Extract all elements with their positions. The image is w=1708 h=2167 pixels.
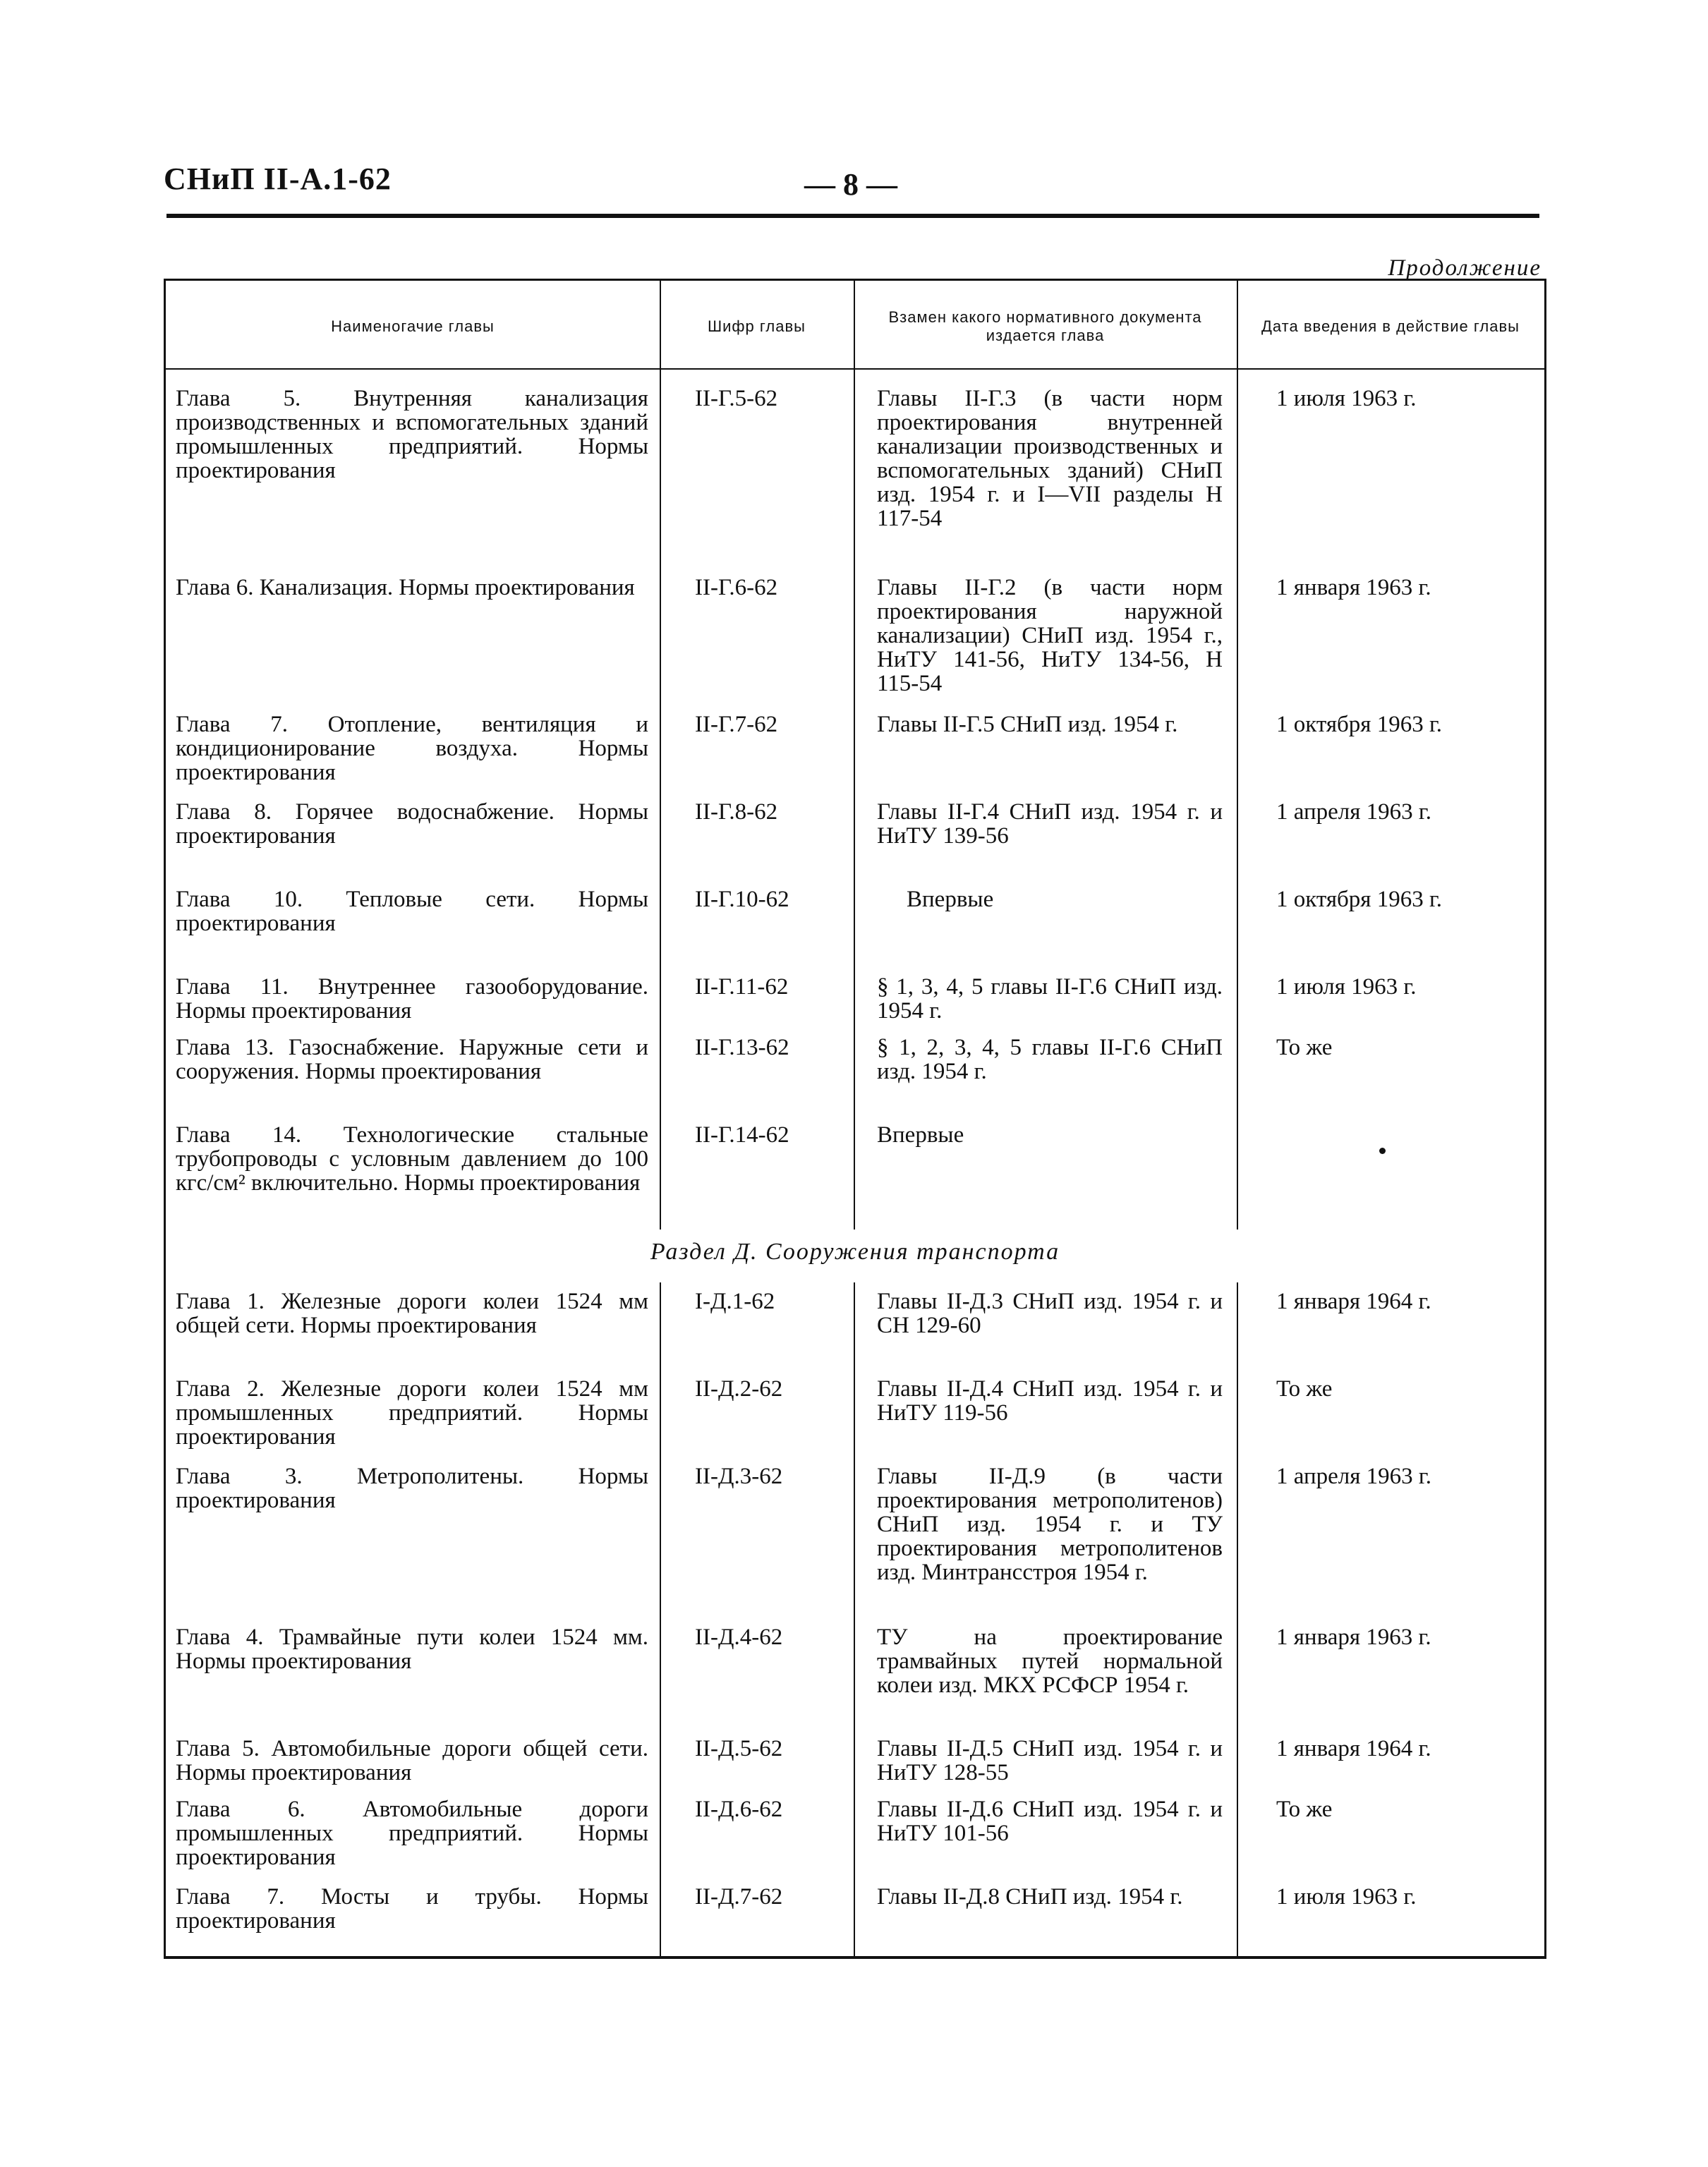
column-header-code: Шифр главы — [707, 317, 806, 335]
standards-table — [164, 279, 1546, 1959]
effective-date: 1 июля 1963 г. — [1276, 974, 1417, 1000]
column-rule — [854, 1282, 855, 1956]
column-rule — [660, 281, 661, 1230]
chapter-name: Глава 3. Метрополитены. Нормы проектирования — [176, 1464, 648, 1513]
chapter-name: Глава 7. Отопление, вентиляция и кондиционирование воздуха. Нормы проектирования — [176, 712, 648, 785]
effective-date: 1 января 1963 г. — [1276, 575, 1431, 600]
replaced-document: § 1, 3, 4, 5 главы II-Г.6 СНиП изд. 1954 г. — [877, 974, 1223, 1024]
column-rule — [660, 1282, 661, 1956]
chapter-name: Глава 1. Железные дороги колеи 1524 мм общей сети. Нормы проектирования — [176, 1289, 648, 1338]
column-rule — [1237, 1282, 1238, 1956]
effective-date: 1 июля 1963 г. — [1276, 386, 1417, 411]
effective-date: То же — [1276, 1797, 1333, 1822]
header-rule — [166, 368, 1544, 370]
effective-date: То же — [1276, 1376, 1333, 1402]
effective-date: 1 июля 1963 г. — [1276, 1884, 1417, 1910]
column-rule — [854, 281, 855, 1230]
column-header-date: Дата введения в действие главы — [1261, 317, 1520, 335]
replaced-document: Главы II-Д.5 СНиП изд. 1954 г. и НиТУ 128-55 — [877, 1736, 1223, 1785]
replaced-document: Главы II-Д.4 СНиП изд. 1954 г. и НиТУ 119-56 — [877, 1376, 1223, 1426]
effective-date: 1 апреля 1963 г. — [1276, 1464, 1431, 1489]
ditto-mark — [1379, 1148, 1386, 1154]
chapter-code: II-Г.11-62 — [695, 974, 789, 1000]
column-header-name: Наименогачие главы — [331, 317, 495, 335]
chapter-name: Глава 6. Канализация. Нормы проектирования — [176, 575, 635, 600]
chapter-code: II-Д.7-62 — [695, 1884, 783, 1910]
chapter-code: II-Г.7-62 — [695, 712, 778, 737]
replaced-document: § 1, 2, 3, 4, 5 главы II-Г.6 СНиП изд. 1954 г. — [877, 1035, 1223, 1084]
replaced-document: Главы II-Д.9 (в части проектирования метрополитенов) СНиП изд. 1954 г. и ТУ проектирования метрополитенов изд. Минтрансстроя 1954 г. — [877, 1464, 1223, 1585]
effective-date: То же — [1276, 1035, 1333, 1060]
effective-date: 1 апреля 1963 г. — [1276, 799, 1431, 825]
continuation-label: Продолжение — [1388, 255, 1542, 281]
replaced-document: Главы II-Г.5 СНиП изд. 1954 г. — [877, 712, 1178, 737]
effective-date: 1 января 1963 г. — [1276, 1625, 1431, 1650]
chapter-code: II-Д.5-62 — [695, 1736, 783, 1761]
replaced-document: Впервые — [877, 1122, 964, 1148]
chapter-name: Глава 7. Мосты и трубы. Нормы проектирования — [176, 1884, 648, 1934]
chapter-name: Глава 8. Горячее водоснабжение. Нормы проектирования — [176, 799, 648, 849]
page-number: — 8 — — [804, 167, 897, 202]
chapter-code: II-Г.14-62 — [695, 1122, 789, 1148]
chapter-name: Глава 2. Железные дороги колеи 1524 мм промышленных предприятий. Нормы проектирования — [176, 1376, 648, 1450]
replaced-document: Впервые — [907, 887, 994, 912]
chapter-name: Глава 11. Внутреннее газооборудование. Нормы проектирования — [176, 974, 648, 1024]
effective-date: 1 октября 1963 г. — [1276, 712, 1443, 737]
chapter-code: II-Г.5-62 — [695, 386, 778, 411]
chapter-code: I-Д.1-62 — [695, 1289, 775, 1314]
header-rule — [166, 214, 1539, 218]
section-title: Раздел Д. Сооружения транспорта — [650, 1239, 1060, 1265]
chapter-code: II-Г.10-62 — [695, 887, 789, 912]
effective-date: 1 января 1964 г. — [1276, 1736, 1431, 1761]
effective-date: 1 января 1964 г. — [1276, 1289, 1431, 1314]
column-header-replaces: Взамен какого нормативного документа издается глава — [888, 308, 1202, 344]
replaced-document: Главы II-Г.2 (в части норм проектирования наружной канализации) СНиП изд. 1954 г., НиТУ 141-56, НиТУ 134-56, Н 115-54 — [877, 575, 1223, 696]
chapter-code: II-Д.3-62 — [695, 1464, 783, 1489]
replaced-document: Главы II-Г.4 СНиП изд. 1954 г. и НиТУ 139-56 — [877, 799, 1223, 849]
chapter-name: Глава 5. Автомобильные дороги общей сети. Нормы проектирования — [176, 1736, 648, 1785]
chapter-code: II-Г.13-62 — [695, 1035, 789, 1060]
chapter-code: II-Д.6-62 — [695, 1797, 783, 1822]
replaced-document: Главы II-Д.6 СНиП изд. 1954 г. и НиТУ 101-56 — [877, 1797, 1223, 1846]
chapter-code: II-Д.4-62 — [695, 1625, 783, 1650]
chapter-name: Глава 6. Автомобильные дороги промышленных предприятий. Нормы проектирования — [176, 1797, 648, 1870]
chapter-name: Глава 10. Тепловые сети. Нормы проектирования — [176, 887, 648, 936]
document-code: СНиП II-А.1-62 — [164, 162, 392, 196]
chapter-name: Глава 5. Внутренняя канализация производственных и вспомогательных зданий промышленных предприятий. Нормы проектирования — [176, 386, 648, 483]
replaced-document: ТУ на проектирование трамвайных путей нормальной колеи изд. МКХ РСФСР 1954 г. — [877, 1625, 1223, 1698]
effective-date: 1 октября 1963 г. — [1276, 887, 1443, 912]
replaced-document: Главы II-Д.3 СНиП изд. 1954 г. и СН 129-60 — [877, 1289, 1223, 1338]
chapter-code: II-Д.2-62 — [695, 1376, 783, 1402]
chapter-name: Глава 4. Трамвайные пути колеи 1524 мм. Нормы проектирования — [176, 1625, 648, 1674]
column-rule — [1237, 281, 1238, 1230]
chapter-name: Глава 13. Газоснабжение. Наружные сети и сооружения. Нормы проектирования — [176, 1035, 648, 1084]
replaced-document: Главы II-Г.3 (в части норм проектирования внутренней канализации производственных и вспомогательных зданий) СНиП изд. 1954 г. и I—VII разделы Н 117-54 — [877, 386, 1223, 531]
chapter-name: Глава 14. Технологические стальные трубопроводы с условным давлением до 100 кгс/см² включительно. Нормы проектирования — [176, 1122, 648, 1196]
chapter-code: II-Г.6-62 — [695, 575, 778, 600]
replaced-document: Главы II-Д.8 СНиП изд. 1954 г. — [877, 1884, 1183, 1910]
chapter-code: II-Г.8-62 — [695, 799, 778, 825]
